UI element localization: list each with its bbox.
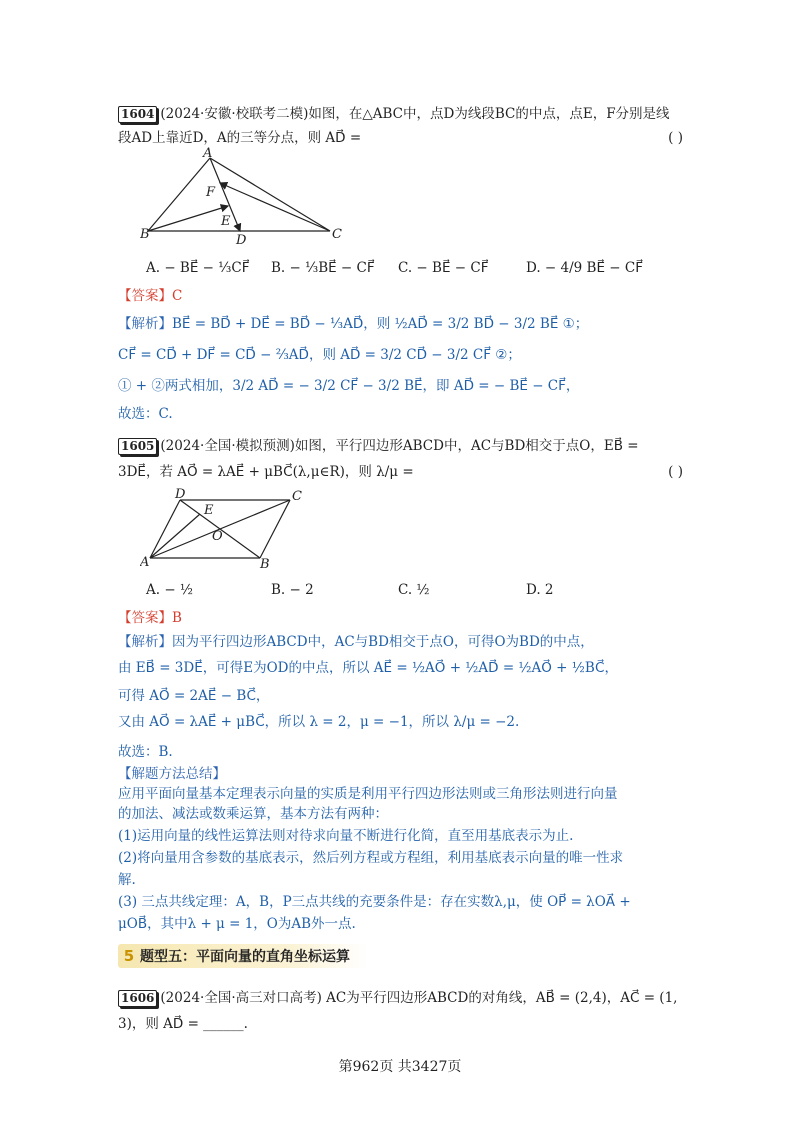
triangle-figure [140, 146, 350, 246]
q1606-line2: 3)，则 AD⃗ = ______. [118, 1016, 248, 1032]
parallelogram-figure [140, 486, 310, 570]
choice-a[interactable]: A. − ½ [146, 582, 194, 598]
label-D: D [236, 233, 247, 246]
choice-b[interactable]: B. − ⅓BE⃗ − CF⃗ [271, 260, 375, 276]
method-5: 解. [118, 872, 136, 888]
problem-number: 1604 [118, 106, 157, 123]
method-6: (3) 三点共线定理：A，B，P三点共线的充要条件是：存在实数λ,μ，使 OP⃗ = λOA⃗ + [118, 894, 631, 910]
label-B: B [260, 557, 270, 570]
label-B: B [140, 227, 150, 242]
q1604-answer: 【答案】C [118, 288, 183, 304]
label-E: E [221, 214, 231, 229]
q1605-sol-4: 又由 AO⃗ = λAE⃗ + μBC⃗，所以 λ = 2，μ = −1，所以 λ/μ = −2. [118, 714, 520, 730]
method-7: μOB⃗，其中λ + μ = 1，O为AB外一点. [118, 916, 356, 932]
label-O: O [212, 529, 223, 544]
label-A: A [203, 146, 213, 161]
problem-number: 1605 [118, 438, 157, 455]
q1605-answer: 【答案】B [118, 610, 182, 626]
label-E: E [204, 503, 214, 518]
label-C: C [332, 227, 342, 242]
q1604-sol-1: 【解析】BE⃗ = BD⃗ + DE⃗ = BD⃗ − ⅓AD⃗，则 ½AD⃗ = 3/2 BD⃗ − 3/2 BE⃗ ①； [118, 316, 589, 332]
method-3: (1)运用向量的线性运算法则对待求向量不断进行化简，直至用基底表示为止. [118, 828, 574, 844]
q1604-sol-2: CF⃗ = CD⃗ + DF⃗ = CD⃗ − ⅔AD⃗，则 AD⃗ = 3/2 CD⃗ − 3/2 CF⃗ ②； [118, 347, 521, 363]
label-F: F [206, 185, 216, 200]
q1605-line1: 1605 (2024·全国·模拟预测)如图，平行四边形ABCD中，AC与BD相交于点O，EB⃗ = [118, 436, 683, 456]
q1605-sol-3: 可得 AO⃗ = 2AE⃗ − BC⃗， [118, 688, 270, 704]
q1604-line2: 段AD上靠近D，A的三等分点，则 AD⃗ = ( ) [118, 130, 683, 146]
label-A: A [140, 555, 150, 570]
section-header [118, 944, 368, 968]
q1604-sol-3: ① + ②两式相加，3/2 AD⃗ = − 3/2 CF⃗ − 3/2 BE⃗，即 AD⃗ = − BE⃗ − CF⃗， [118, 378, 580, 394]
q1605-sol-1: 【解析】因为平行四边形ABCD中，AC与BD相交于点O，可得O为BD的中点， [118, 634, 594, 650]
label-D: D [175, 487, 186, 502]
section-title: 题型五：平面向量的直角坐标运算 [140, 949, 350, 965]
problem-number: 1606 [118, 990, 157, 1007]
page-footer: 第962页 共3427页 [338, 1059, 462, 1075]
method-1: 应用平面向量基本定理表示向量的实质是利用平行四边形法则或三角形法则进行向量 [118, 786, 618, 802]
method-heading: 【解题方法总结】 [118, 766, 226, 782]
method-2: 的加法、减法或数乘运算，基本方法有两种： [118, 806, 388, 822]
answer-paren: ( ) [668, 130, 683, 146]
choice-a[interactable]: A. − BE⃗ − ⅓CF⃗ [146, 260, 250, 276]
choice-c[interactable]: C. ½ [398, 582, 430, 598]
answer-paren: ( ) [668, 464, 683, 480]
section-number: 5 [123, 947, 135, 965]
q1605-line2: 3DE⃗，若 AO⃗ = λAE⃗ + μBC⃗(λ,μ∈R)，则 λ/μ = ( ) [118, 464, 683, 480]
q1606-line1: 1606 (2024·全国·高三对口高考) AC为平行四边形ABCD的对角线，AB⃗ = (2,4)，AC⃗ = (1, [118, 988, 683, 1008]
choice-b[interactable]: B. − 2 [271, 582, 314, 598]
label-C: C [292, 489, 302, 504]
q1604-line1: 1604 (2024·安徽·校联考二模)如图，在△ABC中，点D为线段BC的中点，点E，F分别是线 [118, 104, 683, 124]
q1604-sol-4: 故选：C. [118, 406, 173, 422]
q1605-sol-2: 由 EB⃗ = 3DE⃗，可得E为OD的中点，所以 AE⃗ = ½AO⃗ + ½AD⃗ = ½AO⃗ + ½BC⃗， [118, 660, 618, 676]
method-4: (2)将向量用含参数的基底表示，然后列方程或方程组，利用基底表示向量的唯一性求 [118, 850, 624, 866]
q1605-sol-5: 故选：B. [118, 744, 173, 760]
choice-c[interactable]: C. − BE⃗ − CF⃗ [398, 260, 489, 276]
choice-d[interactable]: D. 2 [526, 582, 554, 598]
choice-d[interactable]: D. − 4/9 BE⃗ − CF⃗ [526, 260, 643, 276]
